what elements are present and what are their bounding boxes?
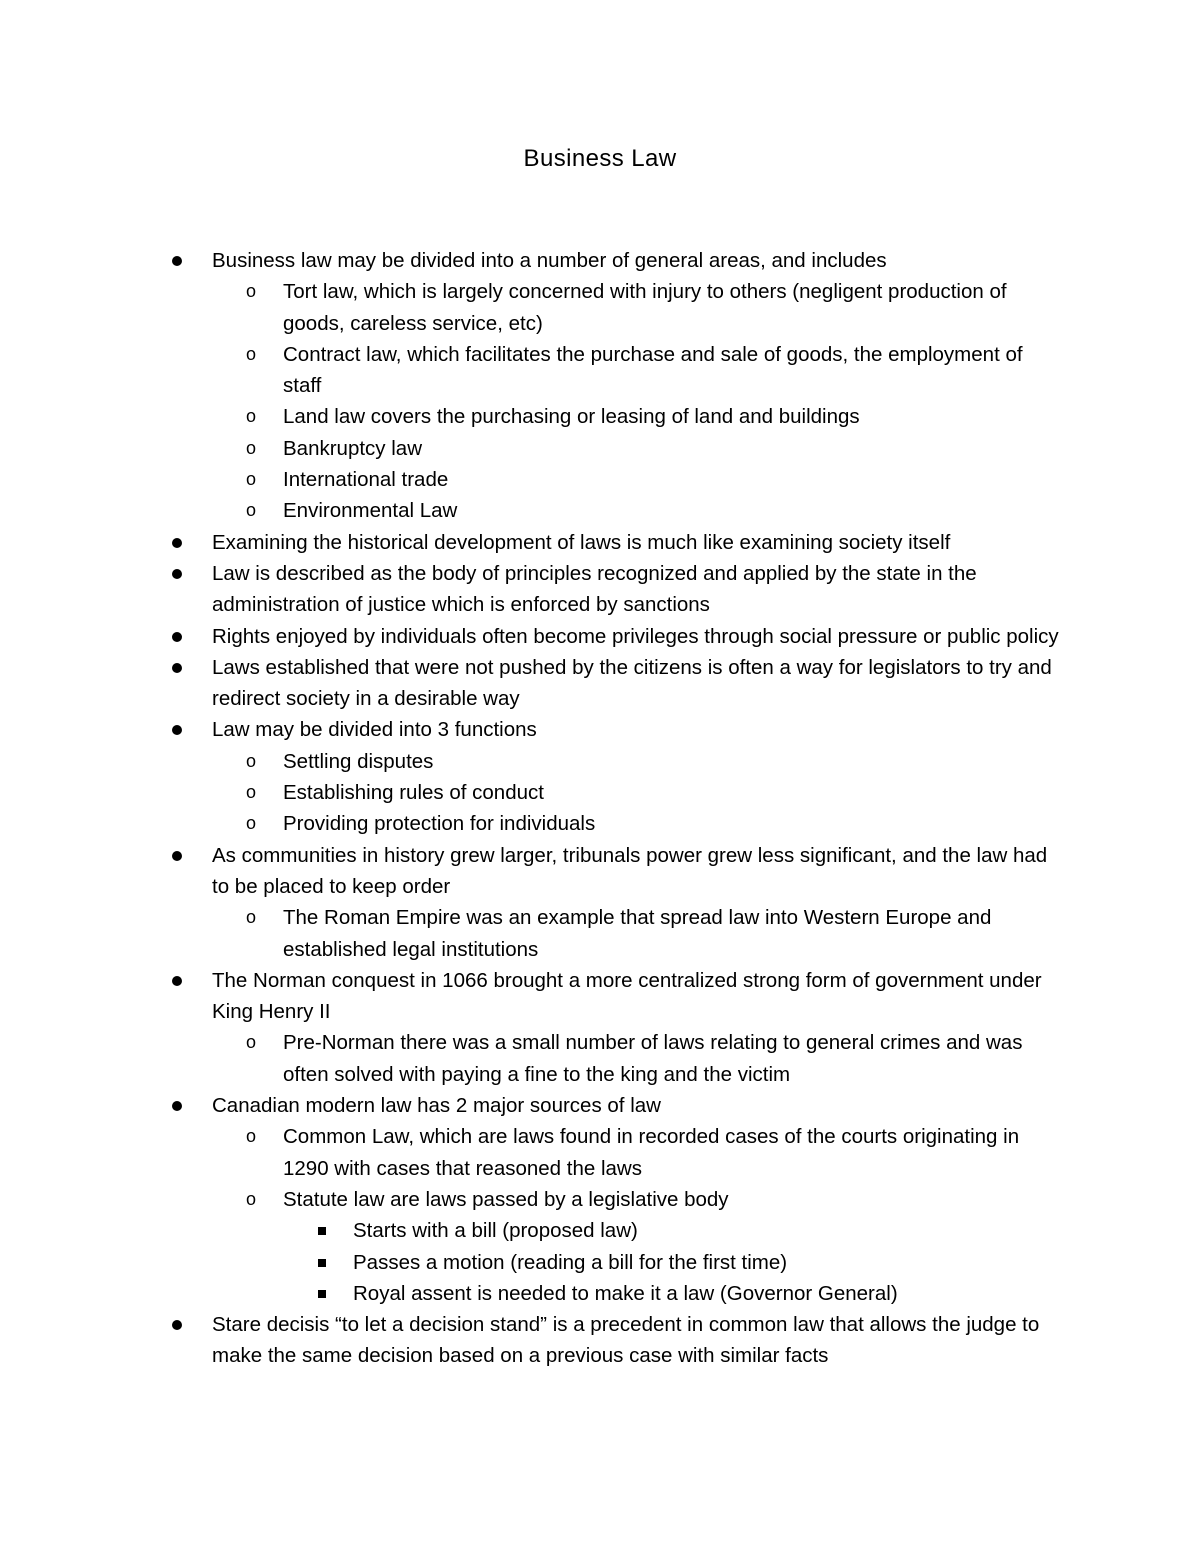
list-item-level-3: [0, 1247, 1063, 1278]
filled-circle-bullet-icon: [172, 851, 182, 861]
list-item-text: Common Law, which are laws found in recorded cases of the courts originating in 1290 with cases that reasoned the laws: [283, 1125, 1020, 1180]
hollow-circle-bullet-icon: o: [246, 750, 257, 771]
list-item-text: International trade: [283, 468, 449, 492]
list-item-level-3: [0, 1215, 1063, 1246]
list-item-text: Rights enjoyed by individuals often become privileges through social pressure or public policy: [212, 624, 1059, 648]
hollow-circle-bullet-icon: o: [246, 813, 257, 834]
list-item-level-1: [0, 840, 1062, 903]
square-bullet-icon: [318, 1259, 326, 1267]
list-item-text: Laws established that were not pushed by the citizens is often a way for legislators to try and redirect society in a desirable way: [212, 655, 1052, 711]
square-bullet-icon: [318, 1290, 326, 1298]
list-item-level-1: [0, 621, 1062, 652]
hollow-circle-bullet-icon: o: [246, 500, 257, 521]
list-item-text: Contract law, which facilitates the purchase and sale of goods, the employment of staff: [283, 342, 1023, 398]
list-item-level-1: [0, 245, 1062, 276]
list-item-text: Royal assent is needed to make it a law (Governor General): [353, 1281, 898, 1305]
list-item-text: Passes a motion (reading a bill for the first time): [353, 1250, 788, 1274]
list-item-level-2: [0, 1121, 1063, 1184]
hollow-circle-bullet-icon: o: [246, 437, 257, 458]
list-item-text: The Roman Empire was an example that spread law into Western Europe and established legal institutions: [283, 906, 992, 961]
list-item-level-2: [0, 433, 1063, 464]
list-item-text: Law is described as the body of principles recognized and applied by the state in the administration of justice which is enforced by sanctions: [212, 561, 977, 617]
list-item-text: Statute law are laws passed by a legislative body: [283, 1187, 729, 1211]
hollow-circle-bullet-icon: o: [246, 1126, 257, 1147]
list-item-level-1: [0, 965, 1062, 1028]
hollow-circle-bullet-icon: o: [246, 281, 257, 302]
list-item-text: Land law covers the purchasing or leasing of land and buildings: [283, 405, 860, 429]
list-item-level-1: [0, 1309, 1062, 1372]
list-item-level-1: [0, 558, 1062, 621]
list-item-text: The Norman conquest in 1066 brought a more centralized strong form of government under King Henry II: [212, 968, 1042, 1024]
list-item-level-2: [0, 339, 1063, 402]
list-item-level-2: [0, 808, 1063, 839]
list-item-level-2: [0, 276, 1063, 339]
list-item-text: Settling disputes: [283, 749, 434, 773]
list-item-level-2: [0, 902, 1063, 965]
list-item-text: Bankruptcy law: [283, 436, 423, 460]
list-item-level-2: [0, 1184, 1063, 1215]
list-item-level-2: [0, 495, 1063, 526]
square-bullet-icon: [318, 1227, 326, 1235]
list-item-text: Providing protection for individuals: [283, 812, 596, 836]
list-item-text: Pre-Norman there was a small number of laws relating to general crimes and was often solved with paying a fine to the king and the victim: [283, 1031, 1023, 1086]
hollow-circle-bullet-icon: o: [246, 1188, 257, 1209]
list-item-level-2: [0, 1027, 1063, 1090]
list-item-text: Starts with a bill (proposed law): [353, 1219, 638, 1243]
list-item-text: Environmental Law: [283, 499, 458, 523]
filled-circle-bullet-icon: [172, 632, 182, 642]
list-item-level-1: [0, 1090, 1062, 1121]
filled-circle-bullet-icon: [172, 663, 182, 673]
filled-circle-bullet-icon: [172, 1101, 182, 1111]
filled-circle-bullet-icon: [172, 976, 182, 986]
list-item-level-2: [0, 746, 1063, 777]
list-item-level-1: [0, 527, 1062, 558]
filled-circle-bullet-icon: [172, 1320, 182, 1330]
list-item-text: Business law may be divided into a number of general areas, and includes: [212, 249, 887, 272]
hollow-circle-bullet-icon: o: [246, 782, 257, 803]
filled-circle-bullet-icon: [172, 256, 182, 266]
bullet-list: [0, 245, 1200, 1372]
list-item-level-1: [0, 652, 1062, 715]
list-item-level-2: [0, 464, 1063, 495]
filled-circle-bullet-icon: [172, 725, 182, 735]
list-item-text: Law may be divided into 3 functions: [212, 718, 537, 742]
list-item-text: As communities in history grew larger, tribunals power grew less significant, and the law had to be placed to keep order: [212, 843, 1048, 898]
hollow-circle-bullet-icon: o: [246, 907, 257, 928]
hollow-circle-bullet-icon: o: [246, 406, 257, 427]
document-title: Business Law: [523, 145, 677, 172]
list-item-text: Tort law, which is largely concerned with injury to others (negligent production of goods, careless service, etc): [283, 280, 1007, 335]
hollow-circle-bullet-icon: o: [246, 469, 257, 490]
filled-circle-bullet-icon: [172, 538, 182, 548]
hollow-circle-bullet-icon: o: [246, 343, 257, 364]
list-item-text: Stare decisis “to let a decision stand” is a precedent in common law that allows the judge to make the same decision based on a previous case with similar facts: [212, 1313, 1040, 1368]
list-item-level-2: [0, 401, 1063, 432]
list-item-level-3: [0, 1278, 1063, 1309]
list-item-text: Establishing rules of conduct: [283, 781, 544, 805]
list-item-level-2: [0, 777, 1063, 808]
hollow-circle-bullet-icon: o: [246, 1032, 257, 1053]
list-item-level-1: [0, 714, 1062, 745]
list-item-text: Canadian modern law has 2 major sources of law: [212, 1094, 661, 1118]
filled-circle-bullet-icon: [172, 569, 182, 579]
list-item-text: Examining the historical development of laws is much like examining society itself: [212, 530, 951, 554]
